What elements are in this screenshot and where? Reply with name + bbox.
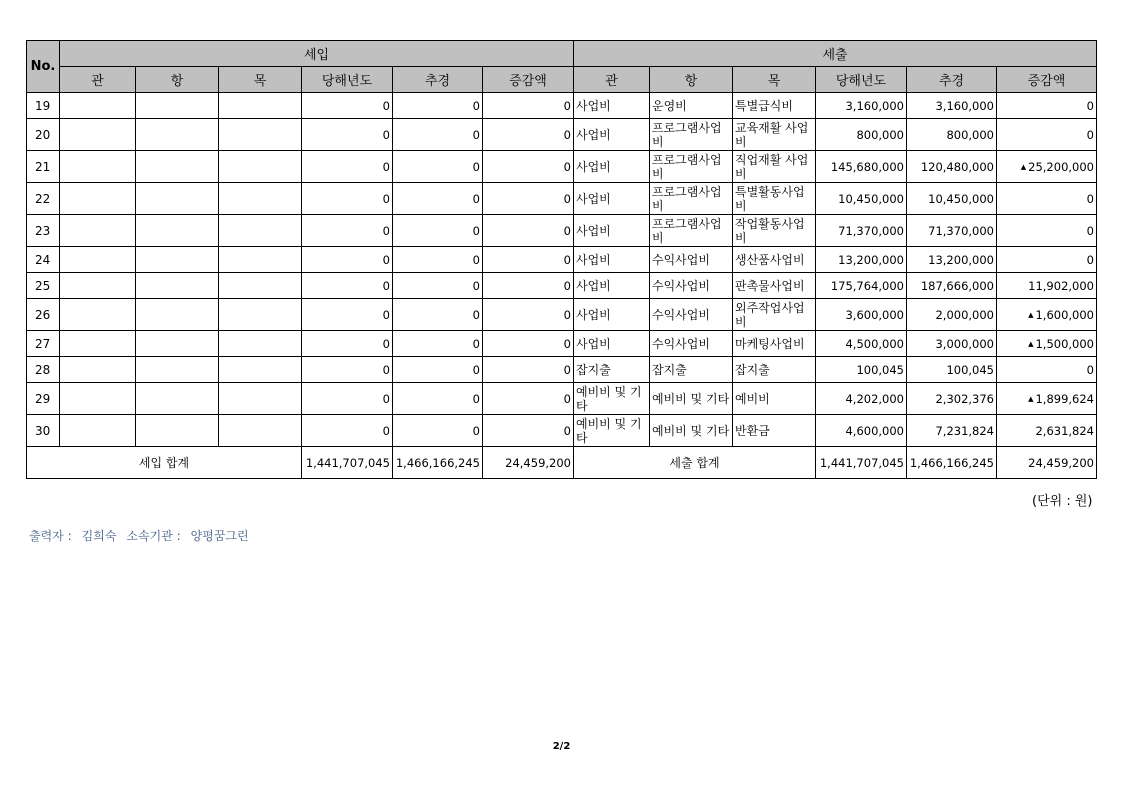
expense-hang-cell: 예비비 및 기타 <box>650 383 733 415</box>
expense-change-cell <box>997 151 1097 183</box>
income-mok-cell <box>219 383 302 415</box>
income-hang-cell <box>136 299 219 331</box>
expense-current-cell: 4,500,000 <box>816 331 907 357</box>
table-row <box>27 119 1097 151</box>
expense-current-cell: 71,370,000 <box>816 215 907 247</box>
income-current-cell: 0 <box>302 247 393 273</box>
expense-supplementary-cell: 120,480,000 <box>907 151 997 183</box>
income-change-cell: 0 <box>483 151 574 183</box>
income-mok-cell <box>219 119 302 151</box>
row-number: 29 <box>27 383 60 415</box>
income-supplementary-cell: 0 <box>393 357 483 383</box>
expense-gwan-cell: 사업비 <box>574 247 650 273</box>
change-value: 0 <box>1086 191 1094 206</box>
income-supplementary-cell: 0 <box>393 273 483 299</box>
row-number: 23 <box>27 215 60 247</box>
expense-hang-cell: 운영비 <box>650 93 733 119</box>
budget-table <box>26 40 1097 479</box>
expense-supplementary-cell: 13,200,000 <box>907 247 997 273</box>
expense-total-label: 세출 합계 <box>574 447 816 479</box>
row-number: 24 <box>27 247 60 273</box>
expense-gwan-cell: 사업비 <box>574 183 650 215</box>
expense-hang-cell: 프로그램사업비 <box>650 215 733 247</box>
expense-hang-cell: 프로그램사업비 <box>650 119 733 151</box>
row-number: 20 <box>27 119 60 151</box>
change-value: 1,500,000 <box>1035 336 1094 351</box>
income-change-cell: 0 <box>483 183 574 215</box>
income-total-supplementary: 1,466,166,245 <box>393 447 483 479</box>
table-row <box>27 299 1097 331</box>
income-hang-cell <box>136 151 219 183</box>
income-gwan-cell <box>60 183 136 215</box>
income-supplementary-cell: 0 <box>393 215 483 247</box>
totals-row <box>27 447 1097 479</box>
income-change-cell: 0 <box>483 331 574 357</box>
table-body <box>27 93 1097 479</box>
income-supplementary-cell: 0 <box>393 383 483 415</box>
expense-change-header: 증감액 <box>997 67 1097 93</box>
row-number: 21 <box>27 151 60 183</box>
change-value: 0 <box>1086 362 1094 377</box>
income-hang-cell <box>136 183 219 215</box>
expense-mok-cell: 교육재활 사업비 <box>733 119 816 151</box>
income-hang-cell <box>136 415 219 447</box>
income-supplementary-cell: 0 <box>393 119 483 151</box>
income-current-cell: 0 <box>302 273 393 299</box>
table-row <box>27 93 1097 119</box>
org-name: 양평꿈그린 <box>190 529 249 543</box>
printer-name: 김희숙 <box>81 529 117 543</box>
income-current-cell: 0 <box>302 93 393 119</box>
income-current-cell: 0 <box>302 331 393 357</box>
change-value: 1,899,624 <box>1035 391 1094 406</box>
income-current-cell: 0 <box>302 215 393 247</box>
income-mok-cell <box>219 415 302 447</box>
expense-hang-cell: 수익사업비 <box>650 299 733 331</box>
income-gwan-cell <box>60 247 136 273</box>
change-value: 25,200,000 <box>1028 159 1094 174</box>
row-number: 30 <box>27 415 60 447</box>
decrease-marker-icon: ▲ <box>1028 394 1034 403</box>
expense-supplementary-cell: 2,302,376 <box>907 383 997 415</box>
row-number: 25 <box>27 273 60 299</box>
expense-hang-cell: 잡지출 <box>650 357 733 383</box>
expense-gwan-cell: 사업비 <box>574 299 650 331</box>
expense-current-cell: 4,600,000 <box>816 415 907 447</box>
row-number: 26 <box>27 299 60 331</box>
income-change-cell: 0 <box>483 415 574 447</box>
footer-info <box>29 527 259 544</box>
expense-gwan-header: 관 <box>574 67 650 93</box>
expense-mok-cell: 잡지출 <box>733 357 816 383</box>
income-current-cell: 0 <box>302 183 393 215</box>
expense-mok-cell: 마케팅사업비 <box>733 331 816 357</box>
income-total-change: 24,459,200 <box>483 447 574 479</box>
expense-mok-cell: 예비비 <box>733 383 816 415</box>
expense-current-cell: 100,045 <box>816 357 907 383</box>
page-number: 2/2 <box>552 741 571 752</box>
income-change-cell: 0 <box>483 119 574 151</box>
expense-hang-cell: 수익사업비 <box>650 247 733 273</box>
expense-change-cell <box>997 299 1097 331</box>
income-mok-cell <box>219 93 302 119</box>
income-gwan-cell <box>60 299 136 331</box>
expense-supplementary-cell: 71,370,000 <box>907 215 997 247</box>
expense-gwan-cell: 예비비 및 기타 <box>574 415 650 447</box>
row-number: 22 <box>27 183 60 215</box>
expense-total-current: 1,441,707,045 <box>816 447 907 479</box>
income-mok-cell <box>219 331 302 357</box>
change-value: 0 <box>1086 127 1094 142</box>
expense-current-header: 당해년도 <box>816 67 907 93</box>
income-current-cell: 0 <box>302 151 393 183</box>
no-header: No. <box>27 41 60 93</box>
decrease-marker-icon: ▲ <box>1028 339 1034 348</box>
income-gwan-cell <box>60 273 136 299</box>
expense-mok-cell: 직업재활 사업비 <box>733 151 816 183</box>
expense-mok-cell: 작업활동사업비 <box>733 215 816 247</box>
expense-current-cell: 3,160,000 <box>816 93 907 119</box>
income-hang-cell <box>136 215 219 247</box>
income-current-cell: 0 <box>302 119 393 151</box>
income-gwan-cell <box>60 415 136 447</box>
income-change-cell: 0 <box>483 247 574 273</box>
income-hang-header: 항 <box>136 67 219 93</box>
row-number: 19 <box>27 93 60 119</box>
table-row <box>27 357 1097 383</box>
income-mok-cell <box>219 183 302 215</box>
change-value: 0 <box>1086 252 1094 267</box>
income-mok-header: 목 <box>219 67 302 93</box>
expense-change-cell <box>997 331 1097 357</box>
expense-gwan-cell: 잡지출 <box>574 357 650 383</box>
expense-hang-cell: 예비비 및 기타 <box>650 415 733 447</box>
income-change-cell: 0 <box>483 215 574 247</box>
income-mok-cell <box>219 151 302 183</box>
expense-current-cell: 4,202,000 <box>816 383 907 415</box>
income-mok-cell <box>219 215 302 247</box>
income-change-cell: 0 <box>483 357 574 383</box>
income-gwan-cell <box>60 151 136 183</box>
expense-gwan-cell: 사업비 <box>574 331 650 357</box>
expense-supplementary-cell: 7,231,824 <box>907 415 997 447</box>
expense-supplementary-cell: 800,000 <box>907 119 997 151</box>
income-current-cell: 0 <box>302 299 393 331</box>
expense-gwan-cell: 사업비 <box>574 151 650 183</box>
income-hang-cell <box>136 357 219 383</box>
income-supplementary-cell: 0 <box>393 247 483 273</box>
table-row <box>27 183 1097 215</box>
income-hang-cell <box>136 247 219 273</box>
income-current-header: 당해년도 <box>302 67 393 93</box>
change-value: 2,631,824 <box>1035 423 1094 438</box>
income-mok-cell <box>219 273 302 299</box>
income-mok-cell <box>219 357 302 383</box>
income-gwan-cell <box>60 215 136 247</box>
expense-supplementary-cell: 10,450,000 <box>907 183 997 215</box>
income-hang-cell <box>136 119 219 151</box>
expense-supplementary-header: 추경 <box>907 67 997 93</box>
org-label: 소속기관 : <box>126 529 181 543</box>
expense-change-cell <box>997 215 1097 247</box>
expense-gwan-cell: 사업비 <box>574 93 650 119</box>
expense-current-cell: 145,680,000 <box>816 151 907 183</box>
income-gwan-cell <box>60 119 136 151</box>
income-supplementary-cell: 0 <box>393 299 483 331</box>
income-gwan-cell <box>60 93 136 119</box>
income-hang-cell <box>136 331 219 357</box>
income-current-cell: 0 <box>302 415 393 447</box>
row-number: 27 <box>27 331 60 357</box>
expense-current-cell: 13,200,000 <box>816 247 907 273</box>
expense-supplementary-cell: 187,666,000 <box>907 273 997 299</box>
expense-hang-cell: 프로그램사업비 <box>650 151 733 183</box>
income-header: 세입 <box>60 41 574 67</box>
expense-supplementary-cell: 100,045 <box>907 357 997 383</box>
expense-mok-cell: 판촉물사업비 <box>733 273 816 299</box>
expense-mok-cell: 외주작업사업비 <box>733 299 816 331</box>
table-row <box>27 247 1097 273</box>
income-supplementary-cell: 0 <box>393 331 483 357</box>
change-value: 11,902,000 <box>1028 278 1094 293</box>
income-supplementary-cell: 0 <box>393 93 483 119</box>
expense-change-cell <box>997 357 1097 383</box>
income-current-cell: 0 <box>302 357 393 383</box>
income-supplementary-cell: 0 <box>393 415 483 447</box>
income-current-cell: 0 <box>302 383 393 415</box>
expense-mok-cell: 특별활동사업비 <box>733 183 816 215</box>
expense-current-cell: 175,764,000 <box>816 273 907 299</box>
expense-change-cell <box>997 383 1097 415</box>
income-supplementary-cell: 0 <box>393 183 483 215</box>
income-gwan-cell <box>60 331 136 357</box>
expense-change-cell <box>997 415 1097 447</box>
expense-gwan-cell: 사업비 <box>574 215 650 247</box>
income-change-cell: 0 <box>483 93 574 119</box>
income-gwan-header: 관 <box>60 67 136 93</box>
income-mok-cell <box>219 299 302 331</box>
expense-change-cell <box>997 93 1097 119</box>
expense-mok-header: 목 <box>733 67 816 93</box>
income-supplementary-cell: 0 <box>393 151 483 183</box>
expense-mok-cell: 반환금 <box>733 415 816 447</box>
expense-total-supplementary: 1,466,166,245 <box>907 447 997 479</box>
expense-current-cell: 3,600,000 <box>816 299 907 331</box>
expense-gwan-cell: 사업비 <box>574 119 650 151</box>
change-value: 0 <box>1086 98 1094 113</box>
expense-supplementary-cell: 3,160,000 <box>907 93 997 119</box>
income-change-header: 증감액 <box>483 67 574 93</box>
income-total-current: 1,441,707,045 <box>302 447 393 479</box>
income-gwan-cell <box>60 357 136 383</box>
expense-header: 세출 <box>574 41 1097 67</box>
expense-mok-cell: 특별급식비 <box>733 93 816 119</box>
expense-change-cell <box>997 273 1097 299</box>
expense-supplementary-cell: 3,000,000 <box>907 331 997 357</box>
expense-supplementary-cell: 2,000,000 <box>907 299 997 331</box>
income-change-cell: 0 <box>483 299 574 331</box>
expense-change-cell <box>997 247 1097 273</box>
expense-change-cell <box>997 119 1097 151</box>
income-hang-cell <box>136 273 219 299</box>
expense-current-cell: 800,000 <box>816 119 907 151</box>
table-row <box>27 273 1097 299</box>
income-supplementary-header: 추경 <box>393 67 483 93</box>
printer-label: 출력자 : <box>29 529 72 543</box>
expense-gwan-cell: 사업비 <box>574 273 650 299</box>
table-row <box>27 151 1097 183</box>
expense-hang-cell: 프로그램사업비 <box>650 183 733 215</box>
decrease-marker-icon: ▲ <box>1028 310 1034 319</box>
income-mok-cell <box>219 247 302 273</box>
row-number: 28 <box>27 357 60 383</box>
table-row <box>27 331 1097 357</box>
unit-note: (단위 : 원) <box>1032 494 1093 509</box>
expense-mok-cell: 생산품사업비 <box>733 247 816 273</box>
income-hang-cell <box>136 93 219 119</box>
expense-hang-cell: 수익사업비 <box>650 331 733 357</box>
table-row <box>27 383 1097 415</box>
expense-hang-header: 항 <box>650 67 733 93</box>
income-change-cell: 0 <box>483 273 574 299</box>
income-change-cell: 0 <box>483 383 574 415</box>
change-value: 0 <box>1086 223 1094 238</box>
expense-change-cell <box>997 183 1097 215</box>
income-total-label: 세입 합계 <box>27 447 302 479</box>
change-value: 1,600,000 <box>1035 307 1094 322</box>
expense-current-cell: 10,450,000 <box>816 183 907 215</box>
income-gwan-cell <box>60 383 136 415</box>
expense-total-change: 24,459,200 <box>997 447 1097 479</box>
table-row <box>27 415 1097 447</box>
expense-gwan-cell: 예비비 및 기타 <box>574 383 650 415</box>
income-hang-cell <box>136 383 219 415</box>
decrease-marker-icon: ▲ <box>1020 162 1027 171</box>
table-row <box>27 215 1097 247</box>
expense-hang-cell: 수익사업비 <box>650 273 733 299</box>
